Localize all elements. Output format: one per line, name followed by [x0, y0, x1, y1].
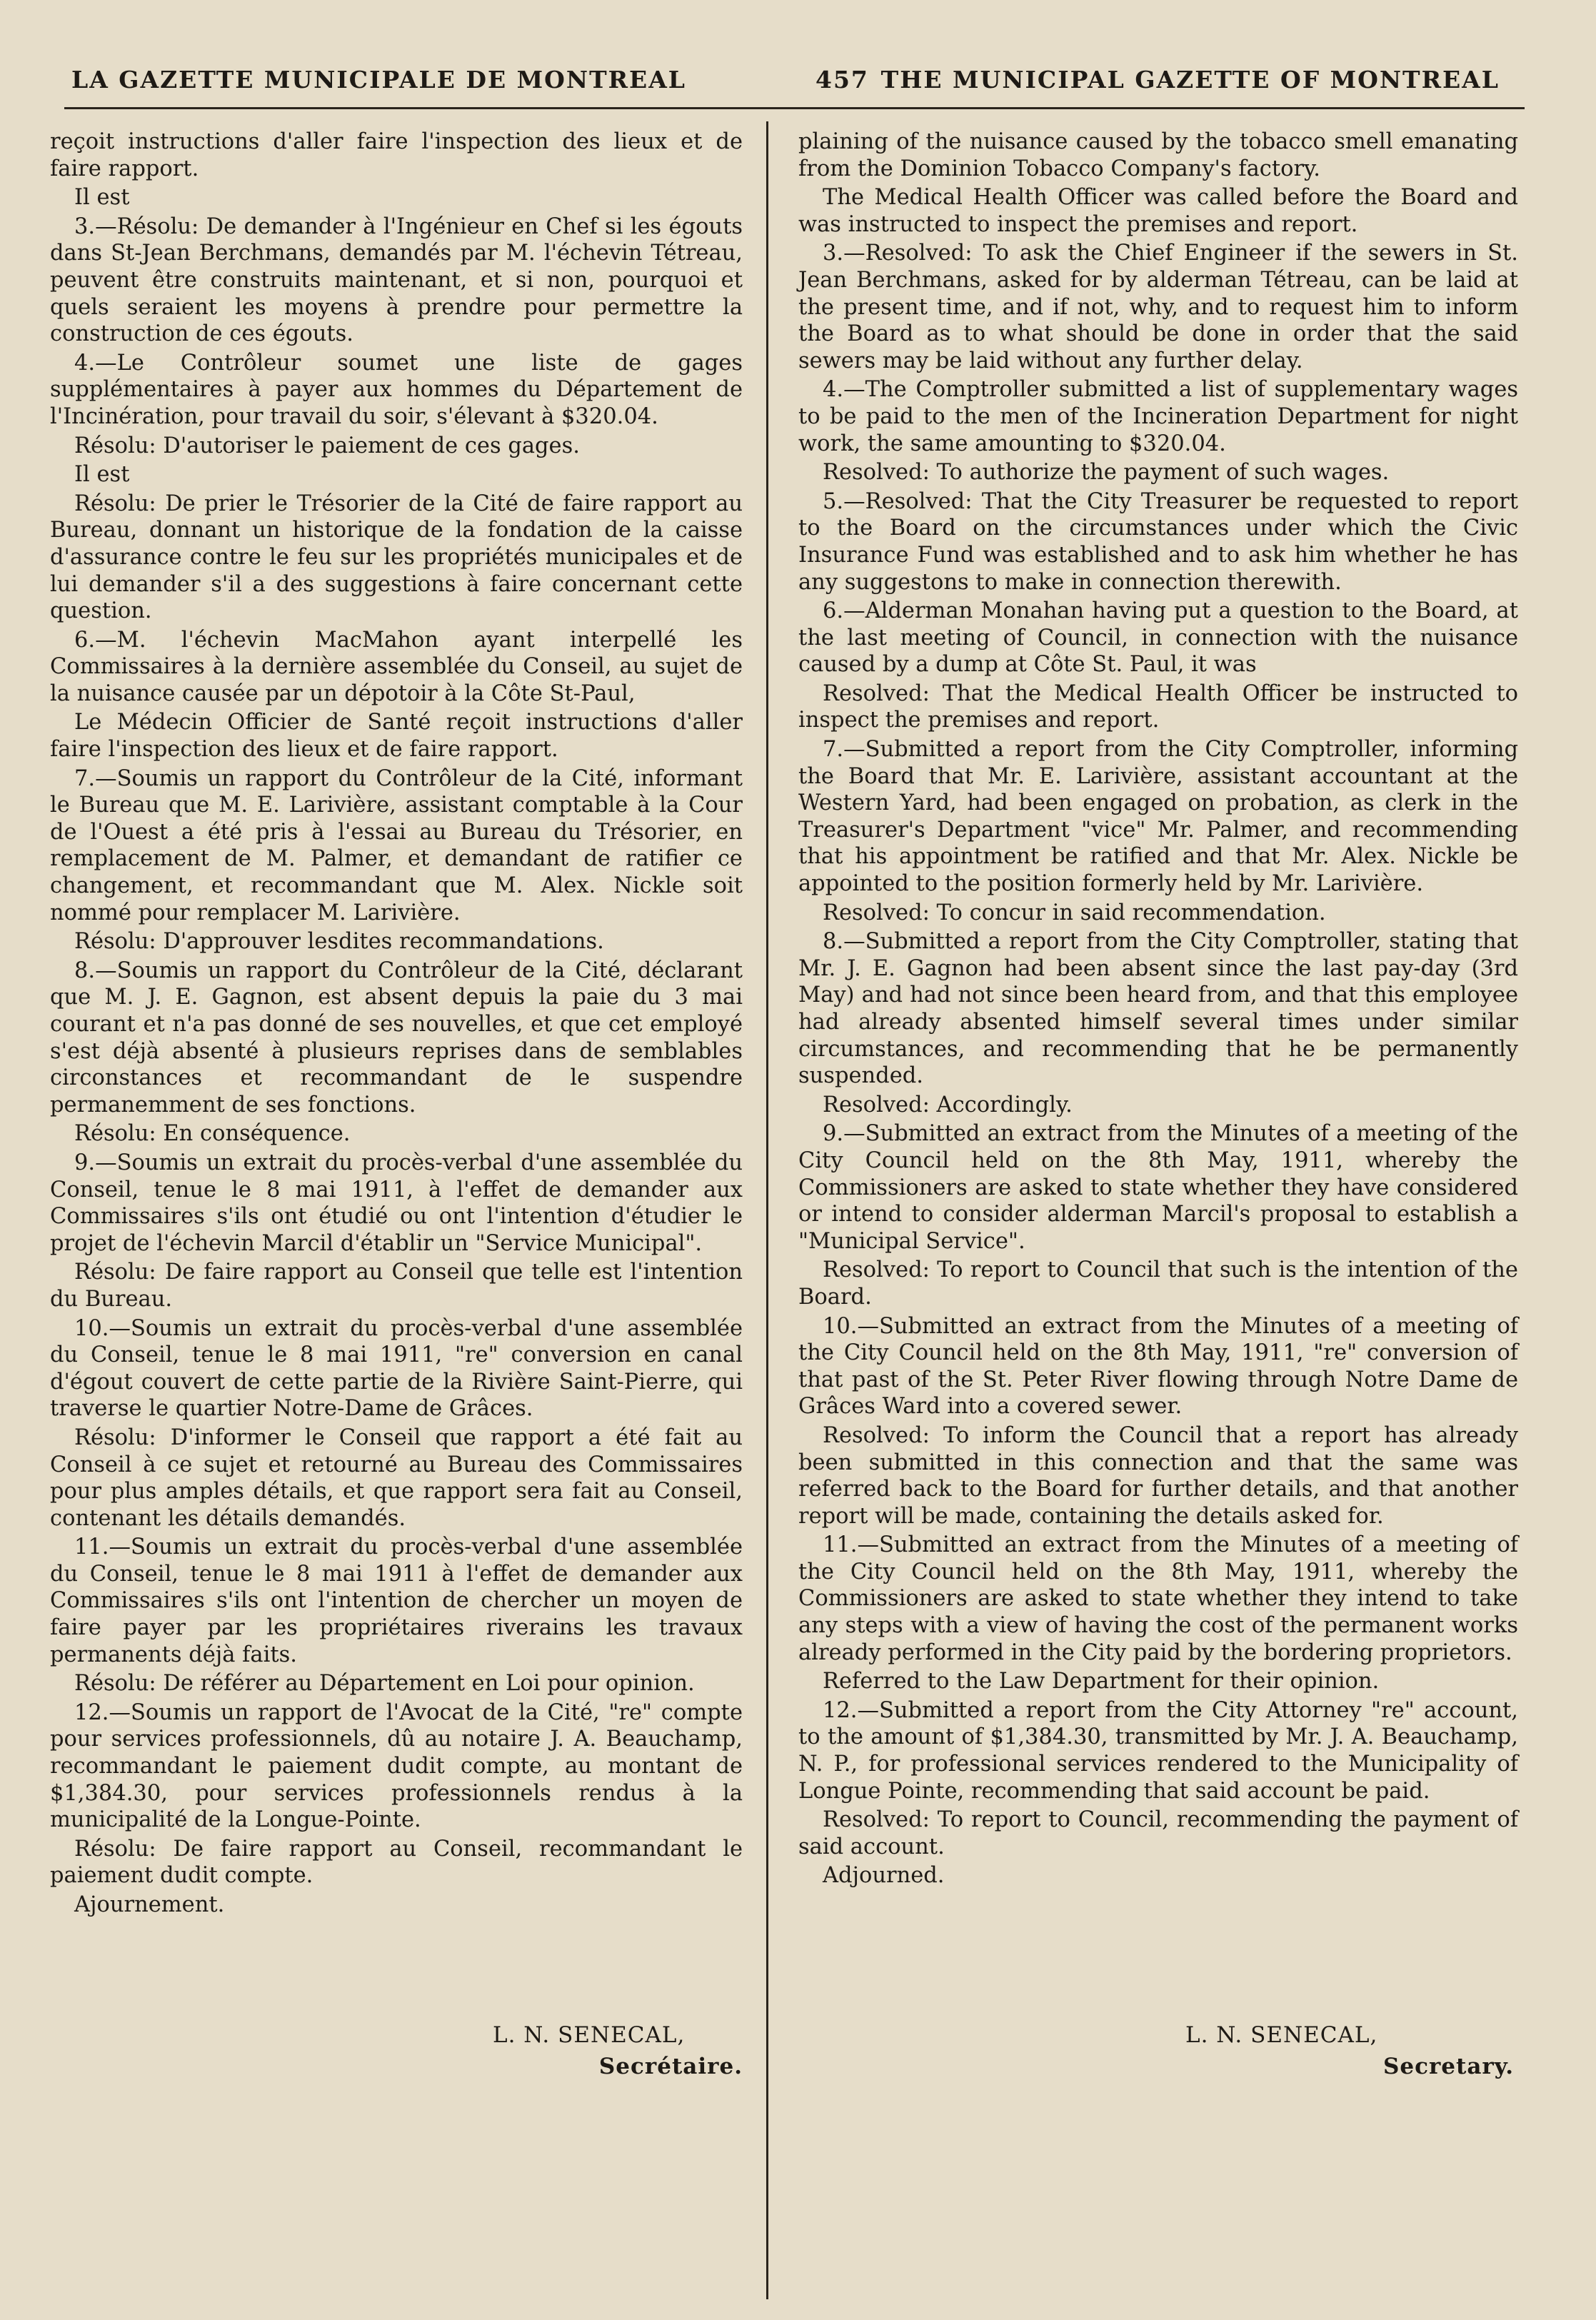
french-paragraph: 10.—Soumis un extrait du procès-verbal d'une assemblée du Conseil, tenue le 8 mai 1911, "re" conversion en canal d'égout couvert de cette partie de la Rivière Saint-Pierre, qui traverse le quartier Notre-Dame de Grâces.: [50, 1315, 743, 1422]
french-signature: [493, 2019, 743, 2082]
english-column: [798, 129, 1518, 1892]
english-paragraph: The Medical Health Officer was called before the Board and was instructed to inspect the premises and report.: [798, 185, 1518, 237]
french-paragraph: 9.—Soumis un extrait du procès-verbal d'une assemblée du Conseil, tenue le 8 mai 1911, à l'effet de demander aux Commissaires s'ils ont étudié ou ont l'intention d'étudier le projet de l'échevin Marcil d'établir un "Service Municipal".: [50, 1150, 743, 1256]
english-paragraph: Referred to the Law Department for their opinion.: [823, 1669, 1380, 1694]
french-paragraph: Résolu: De faire rapport au Conseil que telle est l'intention du Bureau.: [50, 1260, 743, 1312]
english-paragraph: 4.—The Comptroller submitted a list of supplementary wages to be paid to the men of the Incineration Department for night work, the same amounting to $320.04.: [798, 377, 1518, 456]
french-paragraph: Résolu: D'autoriser le paiement de ces gages.: [74, 433, 580, 458]
french-column: [50, 129, 743, 1921]
english-paragraph: plaining of the nuisance caused by the tobacco smell emanating from the Dominion Tobacco Company's factory.: [798, 129, 1518, 181]
page-number: 457: [815, 66, 869, 94]
english-paragraph: 6.—Alderman Monahan having put a question to the Board, at the last meeting of Council, in connection with the nuisance caused by a dump at Côte St. Paul, it was: [798, 598, 1518, 678]
english-paragraph: Resolved: To report to Council that such is the intention of the Board.: [798, 1257, 1518, 1310]
french-paragraph: 7.—Soumis un rapport du Contrôleur de la Cité, informant le Bureau que M. E. Larivière, assistant comptable à la Cour de l'Ouest a été pris à l'essai au Bureau du Trésorier, en remplacement de M. Palmer, et demandant de ratifier ce changement, et recommandant que M. Alex. Nickle soit nommé pour remplacer M. Larivière.: [50, 765, 743, 925]
english-paragraph: 11.—Submitted an extract from the Minutes of a meeting of the City Council held on the 8th May, 1911, whereby the Commissioners are asked to state whether they intend to take any steps with a view of having the cost of the permanent works already performed in the City paid by the bordering proprietors.: [798, 1532, 1518, 1665]
french-paragraph: Il est: [74, 185, 130, 211]
french-paragraph: 3.—Résolu: De demander à l'Ingénieur en Chef si les égouts dans St-Jean Berchmans, demandés par M. l'échevin Tétreau, peuvent être construits maintenant, et si non, pourquoi et quels seraient les moyens à prendre pour permettre la construction de ces égouts.: [50, 214, 743, 347]
french-paragraph: Le Médecin Officier de Santé reçoit instructions d'aller faire l'inspection des lieux et de faire rapport.: [50, 710, 743, 763]
english-paragraph: Resolved: To inform the Council that a report has already been submitted in this connection and that the same was referred back to the Board for further details, and that another report will be made, containing the details asked for.: [798, 1422, 1518, 1529]
english-paragraph: Adjourned.: [823, 1863, 945, 1889]
header-french-title: LA GAZETTE MUNICIPALE DE MONTREAL: [71, 66, 687, 94]
english-paragraph: Resolved: To report to Council, recommending the payment of said account.: [798, 1807, 1518, 1859]
french-paragraph: 4.—Le Contrôleur soumet une liste de gages supplémentaires à payer aux hommes du Département de l'Incinération, pour travail du soir, s'élevant à $320.04.: [50, 350, 743, 429]
english-signature-name: L. N. SENECAL,: [1185, 2022, 1378, 2048]
english-paragraph: Resolved: To concur in said recommendation.: [823, 900, 1326, 925]
english-paragraph: 8.—Submitted a report from the City Comptroller, stating that Mr. J. E. Gagnon had been absent since the last pay-day (3rd May) and had not since been heard from, and that this employee had already absented himself several times under similar circumstances, and recommending that he be permanently suspended.: [798, 929, 1518, 1089]
english-signature-title: Secretary.: [1382, 2054, 1514, 2079]
english-paragraph: Resolved: That the Medical Health Officer be instructed to inspect the premises and report.: [798, 681, 1518, 733]
french-paragraph: Résolu: D'informer le Conseil que rapport a été fait au Conseil à ce sujet et retourné au Bureau des Commissaires pour plus amples détails, et que rapport sera fait au Conseil, contenant les détails demandés.: [50, 1425, 743, 1531]
english-signature: [1185, 2019, 1514, 2082]
english-paragraph: 10.—Submitted an extract from the Minutes of a meeting of the City Council held on the 8th May, 1911, "re" conversion of that past of the St. Peter River flowing through Notre Dame de Grâces Ward into a covered sewer.: [798, 1313, 1518, 1420]
french-signature-title: Secrétaire.: [598, 2054, 743, 2079]
french-paragraph: 8.—Soumis un rapport du Contrôleur de la Cité, déclarant que M. J. E. Gagnon, est absent depuis la paie du 3 mai courant et n'a pas donné de ses nouvelles, et que cet employé s'est déjà absenté à plusieurs reprises dans de semblables circonstances et recommandant de le suspendre permanemment de ses fonctions.: [50, 958, 743, 1118]
french-paragraph: Résolu: De faire rapport au Conseil, recommandant le paiement dudit compte.: [50, 1836, 743, 1889]
french-paragraph: Résolu: En conséquence.: [74, 1121, 351, 1147]
english-paragraph: 7.—Submitted a report from the City Comptroller, informing the Board that Mr. E. Larivière, assistant accountant at the Western Yard, had been engaged on probation, as clerk in the Treasurer's Department "vice" Mr. Palmer, and recommending that his appointment be ratified and that Mr. Alex. Nickle be appointed to the position formerly held by Mr. Larivière.: [798, 737, 1518, 897]
french-paragraph: reçoit instructions d'aller faire l'inspection des lieux et de faire rapport.: [50, 129, 743, 181]
french-paragraph: Résolu: De référer au Département en Loi pour opinion.: [74, 1671, 695, 1697]
header-rule: [64, 107, 1525, 109]
header-english-title: THE MUNICIPAL GAZETTE OF MONTREAL: [880, 66, 1500, 94]
french-paragraph: Ajournement.: [74, 1892, 225, 1917]
french-paragraph: 11.—Soumis un extrait du procès-verbal d'une assemblée du Conseil, tenue le 8 mai 1911 à l'effet de demander aux Commissaires s'ils ont l'intention de chercher un moyen de faire payer par les propriétaires riverains les travaux permanents déjà faits.: [50, 1535, 743, 1667]
english-paragraph: 3.—Resolved: To ask the Chief Engineer if the sewers in St. Jean Berchmans, asked for by alderman Tétreau, can be laid at the present time, and if not, why, and to request him to inform the Board as to what should be done in order that the said sewers may be laid without any further delay.: [798, 241, 1518, 373]
french-paragraph: 12.—Soumis un rapport de l'Avocat de la Cité, "re" compte pour services professionnels, dû au notaire J. A. Beauchamp, recommandant le paiement dudit compte, au montant de $1,384.30, pour services professionnels rendus à la municipalité de la Longue-Pointe.: [50, 1699, 743, 1833]
english-paragraph: 5.—Resolved: That the City Treasurer be requested to report to the Board on the circumstances under which the Civic Insurance Fund was established and to ask him whether he has any suggestons to make in connection therewith.: [798, 488, 1518, 595]
french-paragraph: Résolu: De prier le Trésorier de la Cité de faire rapport au Bureau, donnant un historique de la fondation de la caisse d'assurance contre le feu sur les propriétés municipales et de lui demander s'il a des suggestions à faire concernant cette question.: [50, 491, 743, 624]
english-paragraph: 12.—Submitted a report from the City Attorney "re" account, to the amount of $1,384.30, transmitted by Mr. J. A. Beauchamp, N. P., for professional services rendered to the Municipality of Longue Pointe, recommending that said account be paid.: [798, 1697, 1518, 1804]
french-paragraph: Résolu: D'approuver lesdites recommandations.: [74, 929, 604, 955]
english-paragraph: 9.—Submitted an extract from the Minutes of a meeting of the City Council held on the 8th May, 1911, whereby the Commissioners are asked to state whether they have considered or intend to consider alderman Marcil's proposal to establish a "Municipal Service".: [798, 1121, 1518, 1254]
french-paragraph: Il est: [74, 462, 130, 488]
french-paragraph: 6.—M. l'échevin MacMahon ayant interpellé les Commissaires à la dernière assemblée du Conseil, au sujet de la nuisance causée par un dépotoir à la Côte St-Paul,: [50, 627, 743, 706]
french-signature-name: L. N. SENECAL,: [493, 2022, 686, 2048]
page-header: [64, 59, 1500, 109]
column-divider: [766, 121, 768, 2299]
english-paragraph: Resolved: Accordingly.: [823, 1092, 1073, 1118]
english-paragraph: Resolved: To authorize the payment of such wages.: [823, 460, 1390, 486]
